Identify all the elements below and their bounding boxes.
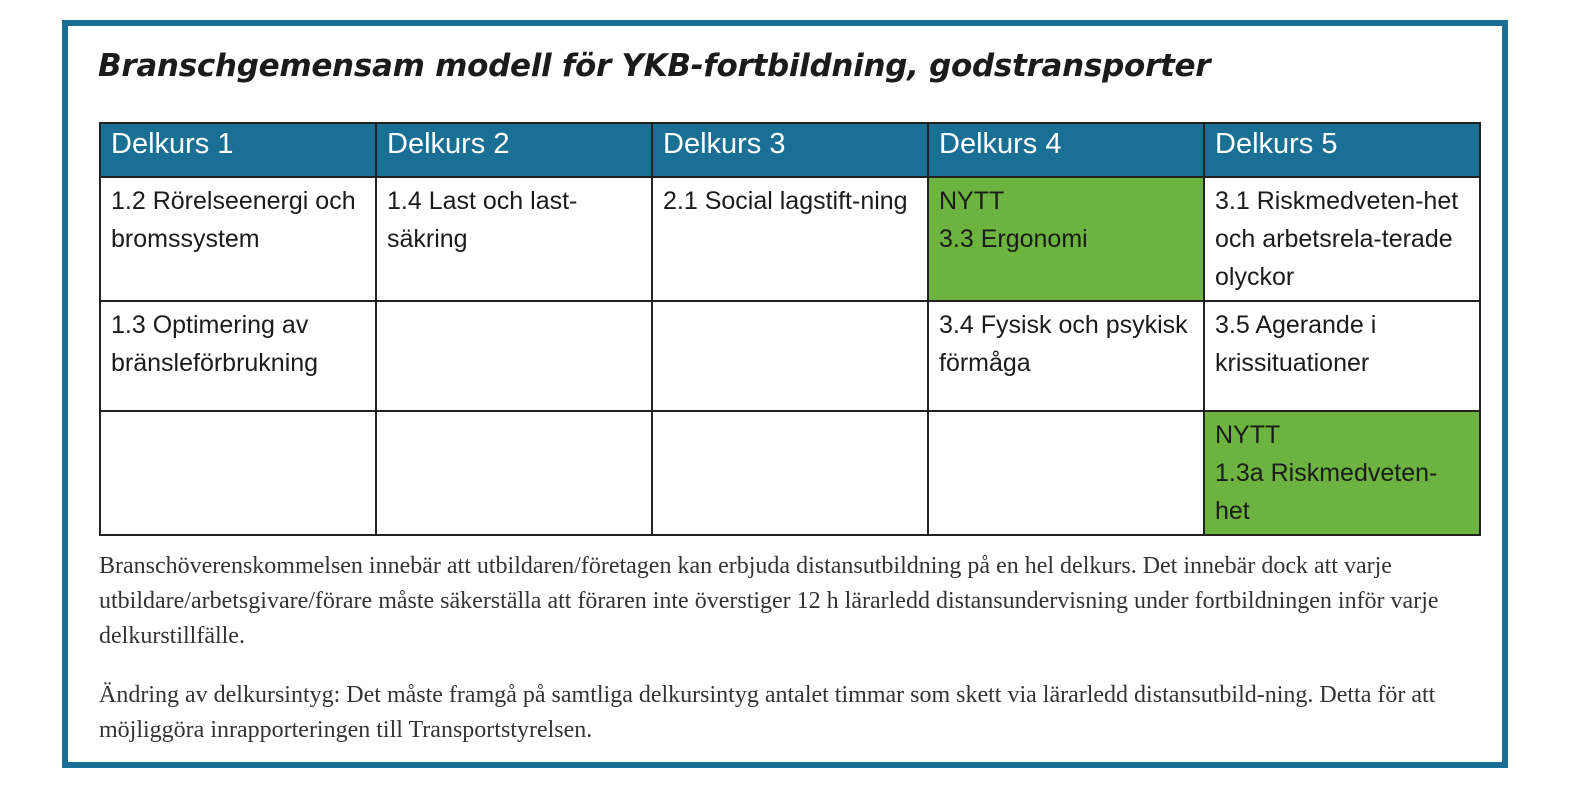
cell-text: 3.1 Riskmedveten-het och arbetsrela-terade olyckor — [1215, 187, 1459, 291]
table-cell — [1204, 301, 1480, 411]
table-cell — [100, 301, 376, 411]
cell-text: 1.3 Optimering av bränsleförbrukning — [111, 311, 319, 377]
table-cell — [652, 177, 928, 301]
table-row — [100, 301, 1480, 411]
cell-text: 3.4 Fysisk och psykisk förmåga — [939, 311, 1188, 377]
new-badge: NYTT — [939, 187, 1005, 215]
table-row — [100, 411, 1480, 535]
table-row — [100, 177, 1480, 301]
table-cell — [100, 411, 376, 535]
cell-text: 2.1 Social lagstift-ning — [663, 187, 908, 215]
table-cell — [100, 177, 376, 301]
certificate-note-paragraph: Ändring av delkursintyg: Det måste framgå på samtliga delkursintyg antalet timmar som skett via lärarledd distansutbild-ning. Detta för att möjliggöra inrapporteringen till Transportstyrelsen. — [99, 682, 1436, 743]
column-header-delkurs-2: Delkurs 2 — [376, 123, 652, 177]
column-header-delkurs-4: Delkurs 4 — [928, 123, 1204, 177]
cell-text: 1.4 Last och last-säkring — [387, 187, 578, 253]
table-cell — [1204, 177, 1480, 301]
column-header-delkurs-3: Delkurs 3 — [652, 123, 928, 177]
table-cell — [652, 301, 928, 411]
table-cell — [652, 411, 928, 535]
cell-text: 1.2 Rörelseenergi och bromssystem — [111, 187, 356, 253]
course-table — [99, 122, 1481, 536]
column-header-delkurs-1: Delkurs 1 — [100, 123, 376, 177]
table-cell — [376, 177, 652, 301]
table-cell — [928, 411, 1204, 535]
table-cell-new — [1204, 411, 1480, 535]
table-cell — [928, 301, 1204, 411]
table-cell — [376, 411, 652, 535]
table-header-row — [100, 123, 1480, 177]
table-cell-new — [928, 177, 1204, 301]
table-cell — [376, 301, 652, 411]
new-badge: NYTT — [1215, 421, 1281, 449]
cell-text: 1.3a Riskmedveten-het — [1215, 459, 1438, 525]
cell-text: 3.3 Ergonomi — [939, 225, 1088, 253]
column-header-delkurs-5: Delkurs 5 — [1204, 123, 1480, 177]
box-title: Branschgemensam modell för YKB-fortbildning, godstransporter — [98, 48, 1211, 84]
cell-text: 3.5 Agerande i krissituationer — [1215, 311, 1377, 377]
description-paragraph: Branschöverenskommelsen innebär att utbildaren/företagen kan erbjuda distansutbildning på en hel delkurs. Det innebär dock att varje utbildare/arbetsgivare/förare måste säkerställa att föraren inte överstiger 12 h lärarledd distansundervisning under fortbildningen inför varje delkurstillfälle. — [99, 553, 1439, 649]
info-box — [62, 20, 1508, 768]
